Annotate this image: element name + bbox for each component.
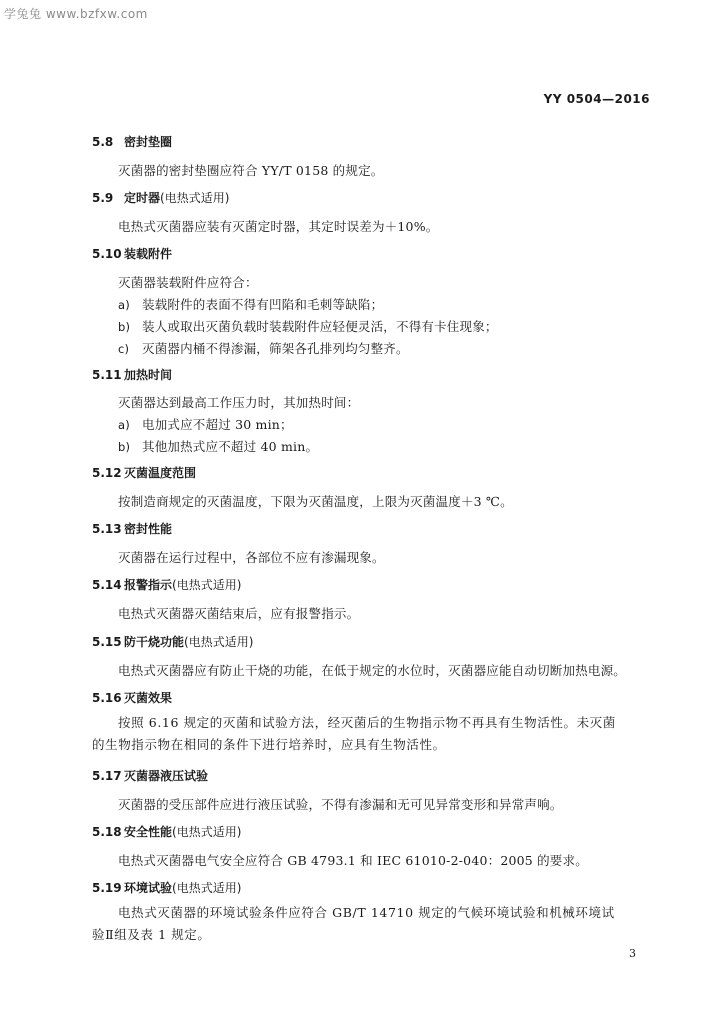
list-item-text: 其他加热式应不超过 40 min。 — [142, 439, 319, 454]
list-item — [118, 339, 409, 357]
paragraph: 按照 6.16 规定的灭菌和试验方法，经灭菌后的生物指示物不再具有生物活性。未灭菌的生物指示物在相同的条件下进行培养时，应具有生物活性。 — [92, 715, 616, 752]
section-heading-5-19 — [92, 879, 241, 896]
list-item — [118, 415, 293, 433]
section-title: 密封性能 — [124, 522, 173, 536]
section-number: 5.13 — [92, 522, 122, 536]
section-heading-5-10 — [92, 245, 172, 262]
section-heading-5-15 — [92, 633, 253, 650]
section-heading-5-12 — [92, 464, 196, 481]
list-item — [118, 317, 498, 335]
paragraph: 灭菌器达到最高工作压力时，其加热时间： — [118, 395, 360, 410]
list-item-label: b) — [118, 320, 131, 334]
section-title: 灭菌器液压试验 — [124, 769, 209, 783]
page-number: 3 — [629, 947, 636, 960]
section-title: 装载附件 — [124, 247, 173, 261]
section-number: 5.15 — [92, 635, 122, 649]
section-title: 加热时间 — [124, 368, 173, 382]
section-heading-5-14 — [92, 576, 241, 593]
list-item-text: 电加式应不超过 30 min； — [142, 417, 293, 432]
section-title: 灭菌温度范围 — [124, 466, 197, 480]
section-note: (电热式适用) — [172, 881, 242, 895]
section-number: 5.11 — [92, 368, 122, 382]
section-number: 5.14 — [92, 578, 122, 592]
section-title: 定时器 — [124, 191, 161, 205]
paragraph: 灭菌器装载附件应符合： — [118, 275, 258, 290]
section-heading-5-13 — [92, 520, 172, 537]
paragraph: 电热式灭菌器灭菌结束后，应有报警指示。 — [118, 606, 360, 621]
section-note: (电热式适用) — [172, 825, 242, 839]
section-heading-5-11 — [92, 366, 172, 383]
list-item-text: 装人或取出灭菌负载时装载附件应轻便灵活，不得有卡住现象； — [142, 319, 498, 334]
paragraph: 电热式灭菌器电气安全应符合 GB 4793.1 和 IEC 61010-2-040：2005 的要求。 — [118, 853, 588, 868]
section-note: (电热式适用) — [160, 191, 230, 205]
list-item-label: a) — [118, 298, 130, 312]
section-heading-5-9 — [92, 189, 229, 206]
section-note: (电热式适用) — [172, 578, 242, 592]
paragraph: 按制造商规定的灭菌温度，下限为灭菌温度，上限为灭菌温度＋3 ℃。 — [118, 494, 513, 509]
section-title: 灭菌效果 — [124, 691, 173, 705]
section-number: 5.17 — [92, 769, 122, 783]
paragraph: 灭菌器在运行过程中，各部位不应有渗漏现象。 — [118, 550, 385, 565]
paragraph: 电热式灭菌器的环境试验条件应符合 GB/T 14710 规定的气候环境试验和机械环境试验Ⅱ组及表 1 规定。 — [92, 905, 615, 942]
standard-code: YY 0504—2016 — [543, 92, 650, 106]
paragraph: 灭菌器的密封垫圈应符合 YY/T 0158 的规定。 — [118, 163, 384, 178]
watermark: 学兔兔 www.bzfxw.com — [4, 7, 148, 21]
list-item-label: b) — [118, 440, 131, 454]
section-title: 环境试验 — [124, 881, 173, 895]
section-number: 5.16 — [92, 691, 122, 705]
section-number: 5.19 — [92, 881, 122, 895]
section-number: 5.8 — [92, 135, 114, 149]
section-heading-5-16 — [92, 689, 172, 706]
section-number: 5.12 — [92, 466, 122, 480]
list-item-text: 装载附件的表面不得有凹陷和毛刺等缺陷； — [142, 297, 384, 312]
section-heading-5-8 — [92, 133, 172, 150]
paragraph: 电热式灭菌器应有防止干烧的功能，在低于规定的水位时，灭菌器应能自动切断加热电源。 — [118, 663, 627, 678]
paragraph: 电热式灭菌器应装有灭菌定时器，其定时误差为＋10%。 — [118, 219, 439, 234]
list-item — [118, 295, 383, 313]
section-title: 防干烧功能 — [124, 635, 185, 649]
section-title: 报警指示 — [124, 578, 173, 592]
list-item — [118, 437, 318, 455]
section-note: (电热式适用) — [184, 635, 254, 649]
section-number: 5.10 — [92, 247, 122, 261]
section-heading-5-17 — [92, 767, 208, 784]
section-number: 5.9 — [92, 191, 114, 205]
section-number: 5.18 — [92, 825, 122, 839]
paragraph: 灭菌器的受压部件应进行液压试验，不得有渗漏和无可见异常变形和异常声响。 — [118, 797, 563, 812]
section-title: 密封垫圈 — [124, 135, 173, 149]
list-item-text: 灭菌器内桶不得渗漏，筛架各孔排列均匀整齐。 — [142, 341, 409, 356]
section-title: 安全性能 — [124, 825, 173, 839]
list-item-label: a) — [118, 418, 130, 432]
list-item-label: c) — [118, 342, 130, 356]
section-heading-5-18 — [92, 823, 241, 840]
